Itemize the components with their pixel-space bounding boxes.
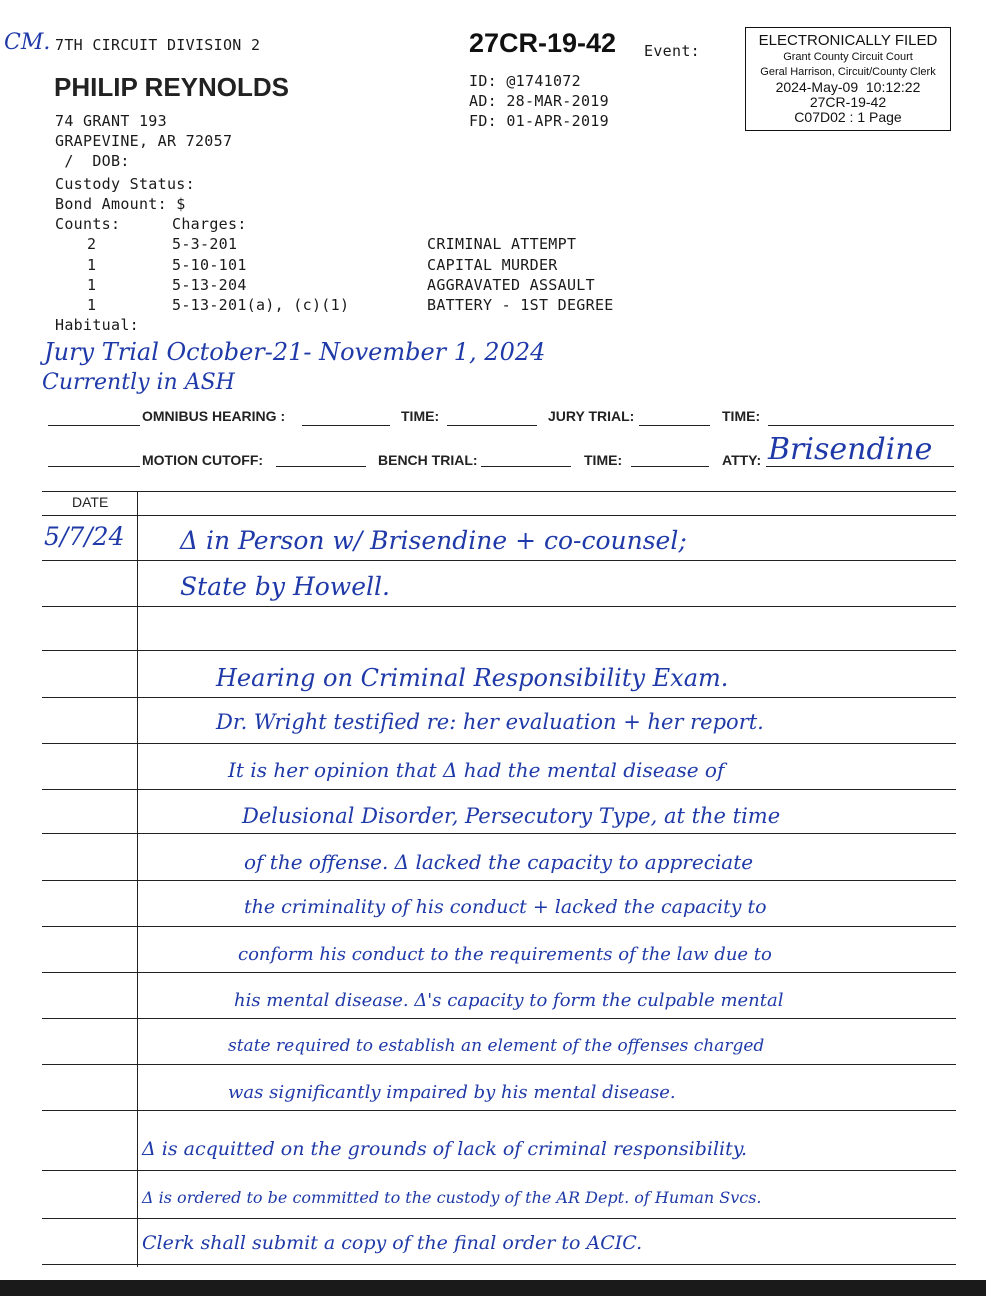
- form-line: [48, 466, 140, 467]
- charge-description: BATTERY - 1ST DEGREE: [427, 296, 614, 314]
- event-label: Event:: [644, 42, 700, 60]
- docket-line: [42, 1264, 956, 1265]
- form-line: [631, 466, 709, 467]
- stamp-clerk: Geral Harrison, Circuit/County Clerk: [760, 66, 936, 78]
- docket-line: [42, 1018, 956, 1019]
- form-line: [768, 425, 954, 426]
- court-division: 7TH CIRCUIT DIVISION 2: [55, 36, 261, 54]
- docket-line: [42, 560, 956, 561]
- docket-entry-line: State by Howell.: [180, 572, 390, 601]
- charge-count: 2: [87, 235, 97, 253]
- time-label: TIME:: [584, 452, 623, 468]
- arrest-date: AD: 28-MAR-2019: [469, 92, 609, 110]
- habitual-label: Habitual:: [55, 316, 139, 334]
- docket-entry-line: the criminality of his conduct + lacked the capacity to: [244, 896, 767, 918]
- charge-description: CRIMINAL ATTEMPT: [427, 235, 577, 253]
- stamp-datetime: 2024-May-09 10:12:22: [775, 79, 921, 95]
- charge-statute: 5-3-201: [172, 235, 238, 253]
- time-label: TIME:: [722, 408, 761, 424]
- docket-line: [42, 1170, 956, 1171]
- form-line: [48, 425, 140, 426]
- form-line: [481, 466, 571, 467]
- corner-handwritten-mark: CM.: [4, 30, 51, 55]
- electronically-filed-stamp: [745, 27, 951, 131]
- docket-entry-line: Δ is ordered to be committed to the custody of the AR Dept. of Human Svcs.: [142, 1188, 762, 1207]
- form-line: [447, 425, 537, 426]
- stamp-title: ELECTRONICALLY FILED: [758, 32, 938, 49]
- address-line1: 74 GRANT 193: [55, 112, 167, 130]
- docket-line: [42, 515, 956, 516]
- docket-entry-line: Δ is acquitted on the grounds of lack of criminal responsibility.: [142, 1138, 747, 1160]
- docket-entry-line: conform his conduct to the requirements of the law due to: [238, 944, 772, 965]
- charge-count: 1: [87, 276, 97, 294]
- jury-trial-note: Jury Trial October-21- November 1, 2024: [44, 338, 546, 366]
- attorney-name: Brisendine: [768, 432, 933, 467]
- docket-line: [42, 1218, 956, 1219]
- charge-statute: 5-13-201(a), (c)(1): [172, 296, 350, 314]
- form-line: [276, 466, 366, 467]
- stamp-case: 27CR-19-42: [809, 94, 887, 110]
- charge-description: AGGRAVATED ASSAULT: [427, 276, 595, 294]
- docket-entry-line: Clerk shall submit a copy of the final order to ACIC.: [142, 1232, 643, 1254]
- form-line: [639, 425, 710, 426]
- counts-label: Counts:: [55, 215, 121, 233]
- charge-count: 1: [87, 296, 97, 314]
- docket-line: [42, 972, 956, 973]
- docket-line: [42, 833, 956, 834]
- docket-entry-line: was significantly impaired by his mental disease.: [228, 1082, 676, 1103]
- case-number: 27CR-19-42: [469, 28, 617, 58]
- motion-cutoff-label: MOTION CUTOFF:: [142, 452, 264, 468]
- docket-entry-line: Dr. Wright testified re: her evaluation + her report.: [216, 710, 764, 734]
- docket-line: [42, 880, 956, 881]
- charge-description: CAPITAL MURDER: [427, 256, 558, 274]
- docket-line: [42, 697, 956, 698]
- entry-date: 5/7/24: [44, 522, 125, 551]
- docket-line: [42, 606, 956, 607]
- docket-entry-line: his mental disease. Δ's capacity to form the culpable mental: [234, 990, 784, 1011]
- stamp-page: C07D02 : 1 Page: [794, 109, 902, 125]
- charges-label: Charges:: [172, 215, 247, 233]
- jury-trial-label: JURY TRIAL:: [548, 408, 635, 424]
- time-label: TIME:: [401, 408, 440, 424]
- charge-count: 1: [87, 256, 97, 274]
- filing-date: FD: 01-APR-2019: [469, 112, 609, 130]
- docket-line: [42, 789, 956, 790]
- docket-line: [42, 926, 956, 927]
- custody-note: Currently in ASH: [42, 370, 235, 395]
- docket-entry-line: Delusional Disorder, Persecutory Type, at the time: [242, 804, 781, 828]
- defendant-name: PHILIP REYNOLDS: [54, 72, 290, 102]
- scan-bottom-edge: [0, 1280, 986, 1296]
- stamp-court: Grant County Circuit Court: [783, 51, 913, 63]
- docket-line: [42, 1064, 956, 1065]
- form-line: [302, 425, 390, 426]
- bench-trial-label: BENCH TRIAL:: [378, 452, 478, 468]
- omnibus-hearing-label: OMNIBUS HEARING :: [142, 408, 286, 424]
- charge-statute: 5-13-204: [172, 276, 247, 294]
- date-column-divider: [137, 491, 138, 1267]
- date-column-header: DATE: [72, 494, 109, 510]
- docket-entry-line: state required to establish an element of the offenses charged: [228, 1036, 765, 1056]
- address-line2: GRAPEVINE, AR 72057: [55, 132, 233, 150]
- docket-entry-line: Δ in Person w/ Brisendine + co-counsel;: [180, 526, 687, 555]
- docket-entry-line: Hearing on Criminal Responsibility Exam.: [216, 664, 729, 692]
- docket-entry-line: of the offense. Δ lacked the capacity to appreciate: [244, 850, 754, 874]
- docket-entry-line: It is her opinion that Δ had the mental disease of: [228, 758, 725, 782]
- docket-line: [42, 1110, 956, 1111]
- charge-statute: 5-10-101: [172, 256, 247, 274]
- dob: / DOB:: [55, 152, 130, 170]
- attorney-label: ATTY:: [722, 452, 762, 468]
- docket-line: [42, 650, 956, 651]
- bond-amount: Bond Amount: $: [55, 195, 186, 213]
- docket-top-border: [42, 491, 956, 492]
- case-id: ID: @1741072: [469, 72, 581, 90]
- custody-status: Custody Status:: [55, 175, 195, 193]
- docket-line: [42, 743, 956, 744]
